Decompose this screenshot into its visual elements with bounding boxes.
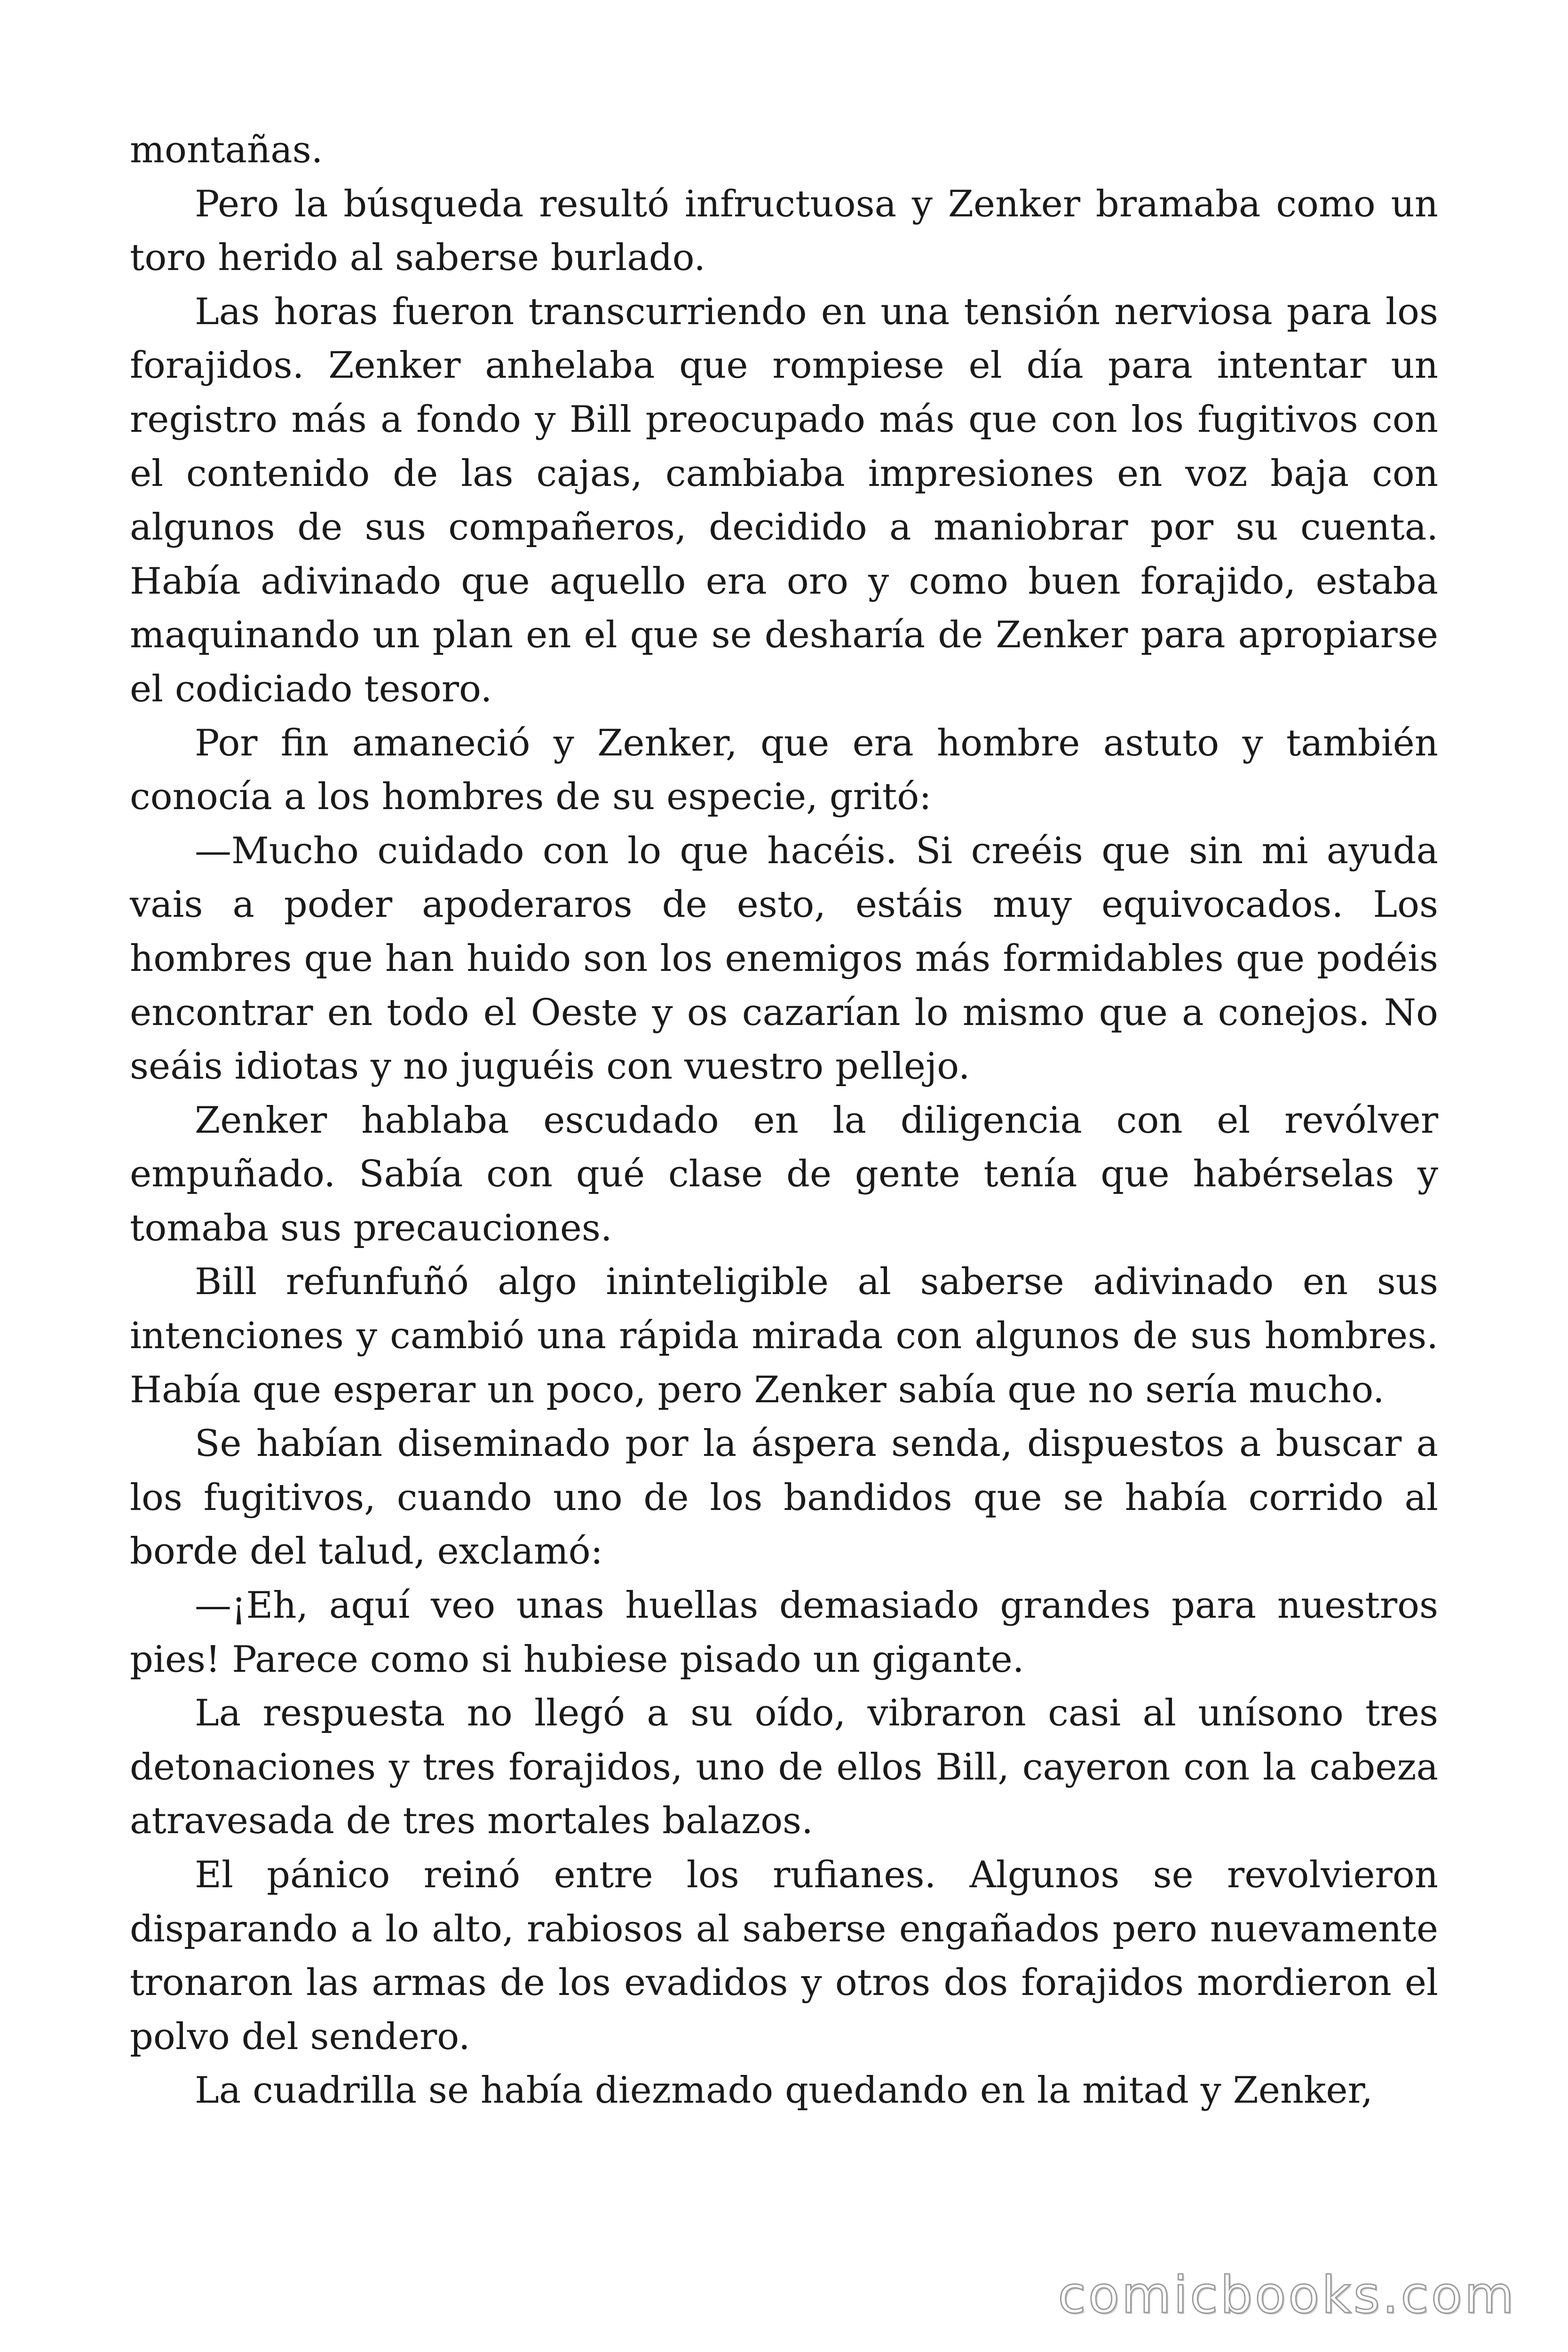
paragraph: Bill refunfuñó algo ininteligible al saberse adivinado en sus intenciones y cambió una rápida mirada con algunos de sus hombres. Había que esperar un poco, pero Zenker sabía que no sería mucho.: [130, 1261, 1438, 1411]
paragraph: Pero la búsqueda resultó infructuosa y Zenker bramaba como un toro herido al saberse burlado.: [130, 183, 1438, 279]
paragraph: La cuadrilla se había diezmado quedando en la mitad y Zenker,: [195, 2069, 1373, 2112]
paragraph: El pánico reinó entre los rufianes. Algunos se revolvieron disparando a lo alto, rabiosos al saberse engañados pero nuevamente tronaron las armas de los evadidos y otros dos forajidos mordieron el polvo del sendero.: [130, 1854, 1438, 2058]
paragraph: La respuesta no llegó a su oído, vibraron casi al unísono tres detonaciones y tres forajidos, uno de ellos Bill, cayeron con la cabeza atravesada de tres mortales balazos.: [130, 1692, 1438, 1843]
paragraph: Se habían diseminado por la áspera senda, dispuestos a buscar a los fugitivos, cuando uno de los bandidos que se había corrido al borde del talud, exclamó:: [130, 1422, 1438, 1573]
dialogue-paragraph: —¡Eh, aquí veo unas huellas demasiado grandes para nuestros pies! Parece como si hubiese pisado un gigante.: [130, 1584, 1438, 1681]
paragraph: Zenker hablaba escudado en la diligencia con el revólver empuñado. Sabía con qué clase de gente tenía que habérselas y tomaba sus precauciones.: [130, 1099, 1438, 1249]
paragraph: montañas.: [130, 129, 323, 171]
paragraph: Por fin amaneció y Zenker, que era hombre astuto y también conocía a los hombres de su especie, gritó:: [130, 722, 1438, 818]
dialogue-paragraph: —Mucho cuidado con lo que hacéis. Si creéis que sin mi ayuda vais a poder apoderaros de esto, estáis muy equivocados. Los hombres que han huido son los enemigos más formidables que podéis encontrar en todo el Oeste y os cazarían lo mismo que a conejos. No seáis idiotas y no juguéis con vuestro pellejo.: [130, 829, 1438, 1088]
paragraph: Las horas fueron transcurriendo en una tensión nerviosa para los forajidos. Zenker anhelaba que rompiese el día para intentar un registro más a fondo y Bill preocupado más que con los fugitivos con el contenido de las cajas, cambiaba impresiones en voz baja con algunos de sus compañeros, decidido a maniobrar por su cuenta. Había adivinado que aquello era oro y como buen forajido, estaba maquinando un plan en el que se desharía de Zenker para apropiarse el codiciado tesoro.: [130, 290, 1438, 710]
page-body: [130, 123, 1438, 2118]
watermark: comicbooks.com: [1058, 2266, 1516, 2325]
